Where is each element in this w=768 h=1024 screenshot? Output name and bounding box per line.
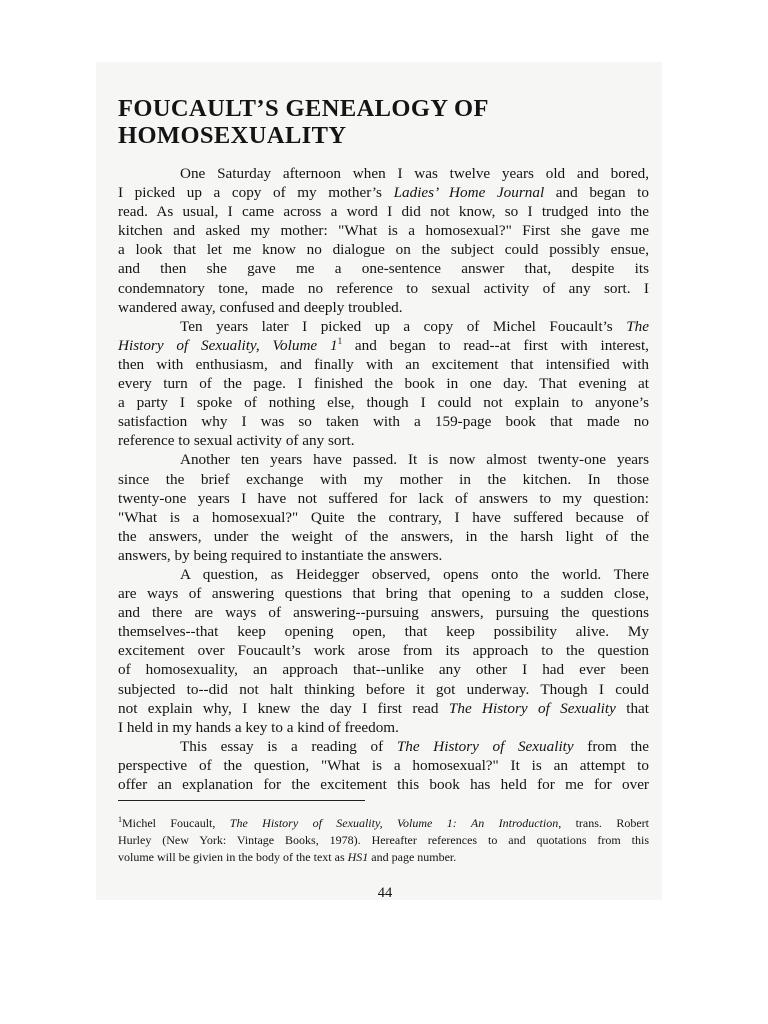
journal-title: Ladies’ Home Journal	[393, 184, 545, 202]
text-line: of homosexuality, an approach that--unlike any other I had ever been	[118, 661, 649, 679]
text-line: the answers, under the weight of the answers, in the harsh light of the	[118, 527, 649, 545]
text-line: since the brief exchange with my mother in the kitchen. In those	[118, 470, 649, 488]
text-line: offer an explanation for the excitement this book has held for me for over	[118, 776, 649, 793]
text-line: twenty-one years I have not suffered for lack of answers to my question:	[118, 489, 649, 507]
abbreviation: HS1	[347, 850, 369, 864]
text-line: A question, as Heidegger observed, opens onto the world. There	[180, 565, 649, 583]
text-line: read. As usual, I came across a word I did not know, so I trudged into the	[118, 203, 649, 221]
text-line: I picked up a copy of my mother’s Ladies’ Home Journal and began to	[118, 184, 649, 202]
title-line-2: HOMOSEXUALITY	[118, 122, 347, 149]
text-line: History of Sexuality, Volume $1^1$ and began to read--at first with interest,	[118, 335, 649, 354]
text-line: One Saturday afternoon when I was twelve years old and bored,	[180, 165, 649, 182]
text-line: satisfaction why I was so taken with a 159-page book that made no	[118, 413, 649, 431]
footnote-marker: 1	[118, 815, 122, 824]
text-line: "What is a homosexual?" Quite the contrary, I have suffered because of	[118, 508, 649, 526]
text-line: answers, by being required to instantiate the answers.	[118, 546, 443, 564]
text-line: a party I spoke of nothing else, though I could not explain to anyone’s	[118, 394, 649, 412]
text-line: then with enthusiasm, and finally with an excitement that intensified with	[118, 355, 649, 373]
footnote-line: $^1$Michel Foucault, The History of Sexuality, Volume 1: An Introduction, trans. Robert	[118, 815, 649, 830]
book-title: The	[626, 317, 649, 335]
footnote-line: Hurley (New York: Vintage Books, 1978). Hereafter references to and quotations from this	[118, 833, 649, 847]
book-title: The History of Sexuality	[396, 737, 574, 755]
text-line: reference to sexual activity of any sort.	[118, 432, 355, 450]
text-line: wandered away, confused and deeply troubled.	[118, 298, 403, 316]
footnote-divider	[118, 800, 365, 801]
text-line: I held in my hands a key to a kind of freedom.	[118, 718, 399, 736]
footnote-marker: 1	[337, 335, 343, 346]
article-title	[118, 95, 638, 149]
footnote-line: volume will be givien in the body of the text as HS1 and page number.	[118, 850, 457, 864]
book-title: The History of Sexuality, Volume 1: An Introduction	[229, 816, 559, 830]
text-line: and there are ways of answering--pursuing answers, pursuing the questions	[118, 604, 649, 622]
text-line: subjected to--did not halt thinking before it got underway. Though I could	[118, 680, 649, 698]
text-line: every turn of the page. I finished the book in one day. That evening at	[118, 375, 649, 393]
text-line: condemnatory tone, made no reference to sexual activity of any sort. I	[118, 279, 649, 297]
title-line-1: FOUCAULT’S GENEALOGY OF	[118, 95, 489, 122]
page-number: 44	[377, 885, 393, 901]
text-line: kitchen and asked my mother: "What is a homosexual?" First she gave me	[118, 222, 649, 240]
text-line: themselves--that keep opening open, that keep possibility alive. My	[118, 623, 649, 641]
text-line: excitement over Foucault’s work arose from its approach to the question	[118, 642, 649, 660]
book-title: History of Sexuality, Volume 1	[118, 336, 338, 354]
book-title: The History of Sexuality	[448, 699, 616, 717]
text-line: a look that let me know no dialogue on the subject could possibly ensue,	[118, 241, 649, 259]
text-line: are ways of answering questions that bring that opening to a sudden close,	[118, 585, 649, 603]
text-line: This essay is a reading of The History of Sexuality from the	[180, 737, 649, 755]
text-line: not explain why, I knew the day I first read The History of Sexuality that	[118, 699, 650, 717]
text-line: Another ten years have passed. It is now almost twenty-one years	[180, 451, 649, 469]
article-body	[118, 164, 649, 794]
text-line: Ten years later I picked up a copy of Michel Foucault’s The	[180, 317, 649, 335]
text-line: and then she gave me a one-sentence answer that, despite its	[118, 260, 649, 278]
footnote	[118, 815, 649, 866]
text-line: perspective of the question, "What is a homosexual?" It is an attempt to	[118, 756, 649, 774]
